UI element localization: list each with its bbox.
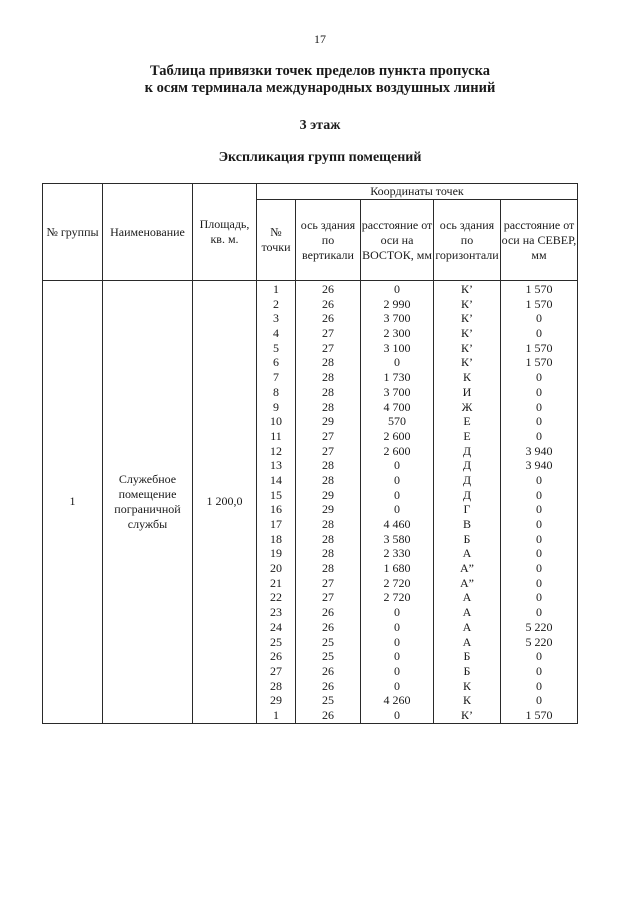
point-number: 4 xyxy=(273,326,279,341)
vertical-axis-value: 26 xyxy=(322,678,334,693)
horizontal-axis-value: В xyxy=(462,517,471,531)
page-number: 17 xyxy=(314,32,326,46)
vertical-axis-value: 26 xyxy=(322,296,334,311)
vertical-axis-value: 28 xyxy=(322,472,334,487)
vertical-axis-value: 28 xyxy=(322,355,334,370)
header-point-no: № точки xyxy=(257,200,296,281)
horizontal-axis-value: А” xyxy=(460,575,474,590)
point-number: 8 xyxy=(273,384,279,399)
distance-north-value: 0 xyxy=(536,502,542,517)
horizontal-axis-value: К’ xyxy=(461,355,473,370)
distance-north-value: 0 xyxy=(536,428,542,443)
point-number: 13 xyxy=(270,458,282,473)
vertical-axis-value: 25 xyxy=(322,634,334,649)
point-number: 9 xyxy=(273,399,279,414)
vertical-axis-value: 26 xyxy=(322,605,334,620)
distance-north-value: 3 940 xyxy=(525,443,553,458)
distance-north-column xyxy=(501,281,578,724)
distance-north-value: 0 xyxy=(536,399,542,414)
horizontal-axis-value: Д xyxy=(462,487,472,502)
horizontal-axis-value: К xyxy=(462,693,471,708)
distance-north-value: 0 xyxy=(536,414,542,429)
vertical-axis-value: 28 xyxy=(322,561,334,576)
point-number: 17 xyxy=(270,517,282,531)
group-name: Служебное помещение пограничной службы xyxy=(103,281,193,724)
group-number: 1 xyxy=(43,281,103,724)
horizontal-axis-value: Е xyxy=(463,428,471,443)
distance-north-value: 0 xyxy=(536,663,542,678)
distance-east-value: 0 xyxy=(394,502,400,517)
distance-east-value: 0 xyxy=(394,649,400,664)
vertical-axis-value: 29 xyxy=(322,487,334,502)
horizontal-axis-value: А” xyxy=(460,561,474,576)
point-number: 27 xyxy=(270,663,282,678)
horizontal-axis-value: А xyxy=(462,546,472,561)
horizontal-axis-value: Ж xyxy=(461,399,473,414)
distance-east-value: 0 xyxy=(394,619,400,634)
header-name: Наименование xyxy=(103,184,193,281)
distance-east-value: 0 xyxy=(394,472,400,487)
horizontal-axis-value: К xyxy=(462,370,471,385)
distance-north-value: 0 xyxy=(536,546,542,561)
distance-north-value: 0 xyxy=(536,384,542,399)
distance-east-value: 2 330 xyxy=(383,546,411,561)
distance-east-value: 3 700 xyxy=(383,384,411,399)
distance-north-value: 0 xyxy=(536,487,542,502)
distance-north-value: 1 570 xyxy=(525,355,553,370)
horizontal-axis-value: Б xyxy=(463,649,471,664)
horizontal-axis-value: Д xyxy=(462,472,472,487)
point-number: 12 xyxy=(270,443,282,458)
distance-east-value: 1 680 xyxy=(383,561,411,576)
vertical-axis-column xyxy=(296,281,361,724)
point-number: 3 xyxy=(273,311,279,326)
distance-north-value: 0 xyxy=(536,517,542,531)
point-number: 7 xyxy=(273,370,279,385)
explication-table-wrapper xyxy=(42,183,578,724)
distance-east-value: 3 100 xyxy=(383,340,411,355)
point-number: 5 xyxy=(273,340,279,355)
point-number: 28 xyxy=(270,678,282,693)
point-number: 14 xyxy=(270,472,282,487)
distance-east-value: 0 xyxy=(394,634,400,649)
vertical-axis-value: 26 xyxy=(322,663,334,678)
point-number: 10 xyxy=(270,414,282,429)
vertical-axis-value: 28 xyxy=(322,370,334,385)
distance-north-value: 0 xyxy=(536,649,542,664)
vertical-axis-value: 28 xyxy=(322,531,334,546)
horizontal-axis-value: А xyxy=(462,634,472,649)
vertical-axis-value: 26 xyxy=(322,282,334,296)
horizontal-axis-value: К’ xyxy=(461,707,473,722)
vertical-axis-value: 27 xyxy=(322,340,334,355)
distance-north-value: 5 220 xyxy=(525,619,553,634)
horizontal-axis-value: Д xyxy=(462,458,472,473)
point-number: 1 xyxy=(273,282,279,296)
point-number: 23 xyxy=(270,605,282,620)
distance-north-value: 0 xyxy=(536,311,542,326)
header-distance-north: расстояние от оси на СЕВЕР, мм xyxy=(501,200,578,281)
point-number: 16 xyxy=(270,502,282,517)
distance-north-value: 0 xyxy=(536,575,542,590)
distance-east-value: 4 460 xyxy=(383,517,411,531)
distance-north-value: 0 xyxy=(536,590,542,605)
point-number: 20 xyxy=(270,561,282,576)
horizontal-axis-value: К’ xyxy=(461,326,473,341)
vertical-axis-value: 27 xyxy=(322,590,334,605)
distance-north-value: 0 xyxy=(536,605,542,620)
horizontal-axis-value: И xyxy=(462,384,472,399)
vertical-axis-value: 27 xyxy=(322,326,334,341)
point-number-column xyxy=(257,281,296,724)
distance-east-value: 3 580 xyxy=(383,531,411,546)
distance-east-value: 2 600 xyxy=(383,443,411,458)
header-distance-east: расстояние от оси на ВОСТОК, мм xyxy=(361,200,434,281)
header-group-no: № группы xyxy=(43,184,103,281)
header-horizontal-axis: ось здания по горизонтали xyxy=(434,200,501,281)
header-area: Площадь, кв. м. xyxy=(193,184,257,281)
distance-east-value: 0 xyxy=(394,707,400,722)
distance-north-value: 0 xyxy=(536,678,542,693)
horizontal-axis-value: Г xyxy=(463,502,471,517)
point-number: 25 xyxy=(270,634,282,649)
header-vertical-axis: ось здания по вертикали xyxy=(296,200,361,281)
point-number: 21 xyxy=(270,575,282,590)
horizontal-axis-value: К’ xyxy=(461,311,473,326)
distance-east-value: 3 700 xyxy=(383,311,411,326)
distance-north-value: 0 xyxy=(536,472,542,487)
point-number: 24 xyxy=(270,619,282,634)
horizontal-axis-value: Б xyxy=(463,531,471,546)
distance-east-value: 0 xyxy=(394,458,400,473)
point-number: 6 xyxy=(273,355,279,370)
distance-east-value: 4 700 xyxy=(383,399,411,414)
distance-north-value: 0 xyxy=(536,326,542,341)
distance-north-value: 1 570 xyxy=(525,296,553,311)
distance-north-value: 5 220 xyxy=(525,634,553,649)
distance-north-value: 3 940 xyxy=(525,458,553,473)
distance-north-value: 0 xyxy=(536,693,542,708)
horizontal-axis-value: Д xyxy=(462,443,472,458)
distance-east-value: 1 730 xyxy=(383,370,411,385)
distance-east-value: 570 xyxy=(388,414,406,429)
vertical-axis-value: 25 xyxy=(322,649,334,664)
group-row xyxy=(43,281,578,724)
vertical-axis-value: 28 xyxy=(322,399,334,414)
vertical-axis-value: 26 xyxy=(322,311,334,326)
point-number: 19 xyxy=(270,546,282,561)
distance-north-value: 1 570 xyxy=(525,340,553,355)
vertical-axis-value: 26 xyxy=(322,619,334,634)
vertical-axis-value: 27 xyxy=(322,428,334,443)
vertical-axis-value: 28 xyxy=(322,384,334,399)
horizontal-axis-value: К xyxy=(462,678,471,693)
point-number: 11 xyxy=(270,428,282,443)
distance-east-value: 0 xyxy=(394,487,400,502)
distance-north-value: 1 570 xyxy=(525,707,553,722)
vertical-axis-value: 26 xyxy=(322,707,334,722)
distance-north-value: 0 xyxy=(536,531,542,546)
distance-east-value: 2 720 xyxy=(383,590,411,605)
point-number: 2 xyxy=(273,296,279,311)
point-number: 26 xyxy=(270,649,282,664)
horizontal-axis-value: А xyxy=(462,605,472,620)
distance-north-value: 0 xyxy=(536,561,542,576)
vertical-axis-value: 28 xyxy=(322,458,334,473)
vertical-axis-value: 28 xyxy=(322,546,334,561)
distance-east-value: 0 xyxy=(394,355,400,370)
horizontal-axis-value: А xyxy=(462,590,472,605)
point-number: 18 xyxy=(270,531,282,546)
horizontal-axis-value: А xyxy=(462,619,472,634)
distance-east-value: 0 xyxy=(394,663,400,678)
vertical-axis-value: 29 xyxy=(322,414,334,429)
distance-north-value: 1 570 xyxy=(525,282,553,296)
group-area: 1 200,0 xyxy=(193,281,257,724)
horizontal-axis-value: К’ xyxy=(461,282,473,296)
point-number: 1 xyxy=(273,707,279,722)
explication-table xyxy=(42,183,578,724)
distance-east-value: 2 600 xyxy=(383,428,411,443)
distance-east-value: 0 xyxy=(394,605,400,620)
distance-north-value: 0 xyxy=(536,370,542,385)
section-subtitle: Экспликация групп помещений xyxy=(218,150,422,165)
vertical-axis-value: 29 xyxy=(322,502,334,517)
horizontal-axis-value: К’ xyxy=(461,340,473,355)
document-title xyxy=(0,63,640,97)
horizontal-axis-value: К’ xyxy=(461,296,473,311)
point-number: 29 xyxy=(270,693,282,708)
horizontal-axis-column xyxy=(434,281,501,724)
title-line-1: Таблица привязки точек пределов пункта пропуска xyxy=(149,63,491,79)
distance-east-column xyxy=(361,281,434,724)
distance-east-value: 2 300 xyxy=(383,326,411,341)
vertical-axis-value: 28 xyxy=(322,517,334,531)
vertical-axis-value: 27 xyxy=(322,443,334,458)
floor-heading: 3 этаж xyxy=(299,118,341,133)
horizontal-axis-value: Е xyxy=(463,414,471,429)
vertical-axis-value: 27 xyxy=(322,575,334,590)
horizontal-axis-value: Б xyxy=(463,663,471,678)
distance-east-value: 0 xyxy=(394,678,400,693)
header-coordinates: Координаты точек xyxy=(257,184,578,200)
distance-east-value: 0 xyxy=(394,282,400,296)
distance-east-value: 2 990 xyxy=(383,296,411,311)
point-number: 15 xyxy=(270,487,282,502)
vertical-axis-value: 25 xyxy=(322,693,334,708)
distance-east-value: 2 720 xyxy=(383,575,411,590)
title-line-2: к осям терминала международных воздушных линий xyxy=(144,80,496,96)
point-number: 22 xyxy=(270,590,282,605)
distance-east-value: 4 260 xyxy=(383,693,411,708)
